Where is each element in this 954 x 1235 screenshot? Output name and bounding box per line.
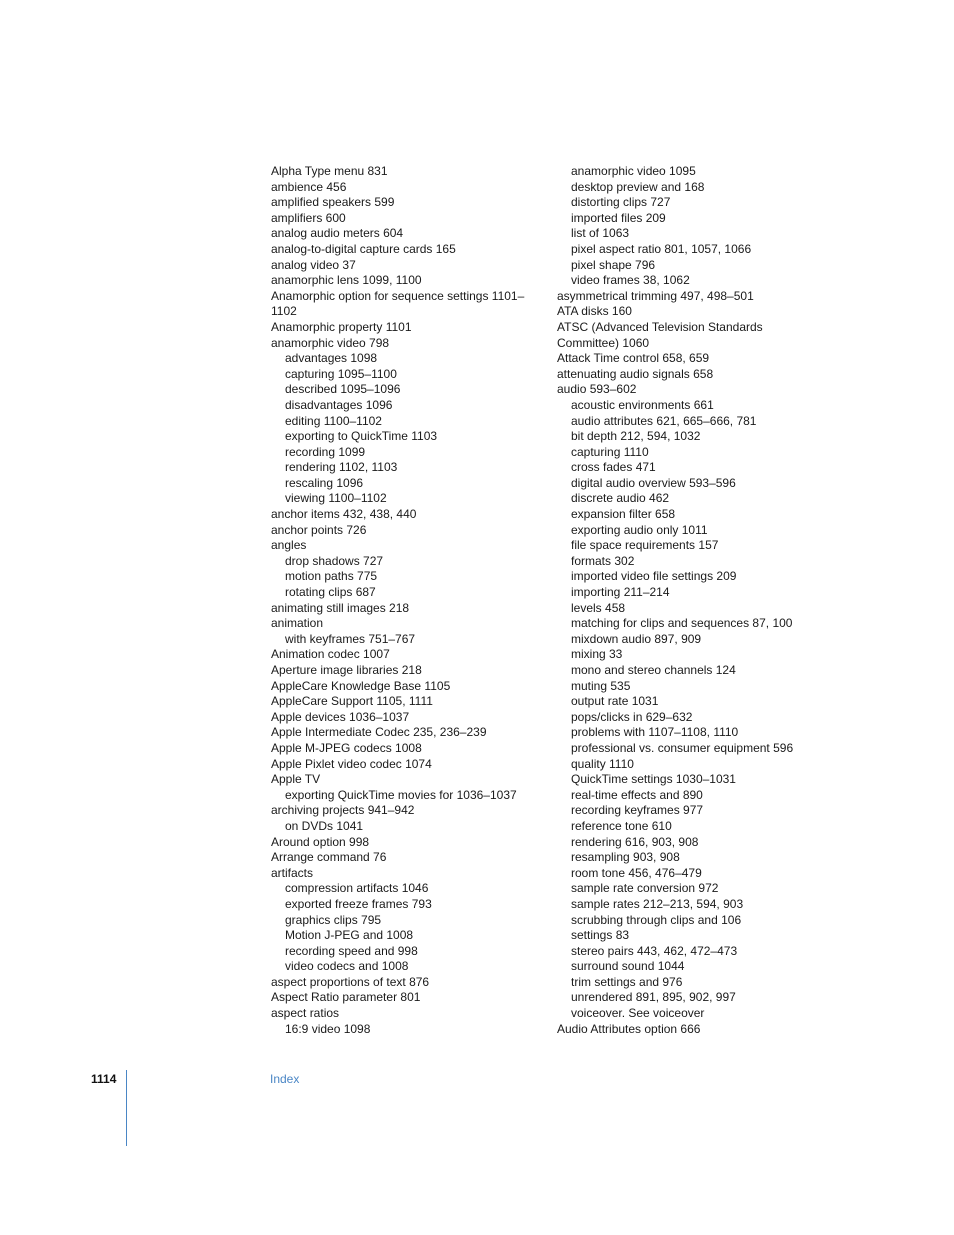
index-entry: Attack Time control 658, 659	[557, 351, 710, 366]
index-subentry: pixel aspect ratio 801, 1057, 1066	[571, 241, 752, 256]
index-subentry: capturing 1095–1100	[285, 366, 397, 381]
index-entry: Anamorphic property 1101	[271, 319, 412, 334]
index-subentry: described 1095–1096	[285, 382, 401, 397]
index-entry: Apple TV	[271, 772, 321, 787]
index-subentry: real-time effects and 890	[571, 787, 703, 802]
index-entry: anchor items 432, 438, 440	[271, 507, 417, 522]
index-subentry: matching for clips and sequences 87, 100	[571, 616, 793, 631]
index-subentry: cross fades 471	[571, 460, 656, 475]
footer-divider	[126, 1070, 127, 1146]
index-entry: Apple Pixlet video codec 1074	[271, 756, 432, 771]
index-subentry: rendering 1102, 1103	[285, 460, 398, 475]
index-entry: ATSC (Advanced Television Standards Committee) 1060	[557, 319, 763, 350]
index-subentry: list of 1063	[571, 226, 630, 241]
index-entry: ambience 456	[271, 179, 347, 194]
index-subentry: sample rates 212–213, 594, 903	[571, 896, 744, 911]
index-subentry: quality 1110	[571, 756, 634, 771]
index-subentry: with keyframes 751–767	[285, 631, 416, 646]
index-subentry: 16:9 video 1098	[285, 1021, 371, 1036]
index-subentry: rendering 616, 903, 908	[571, 834, 699, 849]
index-entry: analog video 37	[271, 257, 356, 272]
index-entry: attenuating audio signals 658	[557, 366, 714, 381]
index-subentry: editing 1100–1102	[285, 413, 382, 428]
index-entry: AppleCare Support 1105, 1111	[271, 694, 433, 709]
index-subentry: video codecs and 1008	[285, 959, 409, 974]
index-subentry: mixing 33	[571, 647, 623, 662]
index-subentry: imported video file settings 209	[571, 569, 737, 584]
index-subentry: discrete audio 462	[571, 491, 670, 506]
index-subentry: file space requirements 157	[571, 538, 719, 553]
index-entry: Alpha Type menu 831	[271, 164, 388, 178]
index-subentry: digital audio overview 593–596	[571, 475, 736, 490]
index-entry: Around option 998	[271, 834, 370, 849]
index-subentry: motion paths 775	[285, 569, 378, 584]
index-subentry: rescaling 1096	[285, 475, 364, 490]
index-subentry: settings 83	[571, 928, 630, 943]
index-subentry: exported freeze frames 793	[285, 896, 432, 911]
index-subentry: expansion filter 658	[571, 507, 676, 522]
index-entry: animation	[271, 616, 324, 631]
index-entry: analog audio meters 604	[271, 226, 404, 241]
index-column-left	[271, 164, 536, 1037]
index-subentry: professional vs. consumer equipment 596	[571, 740, 794, 755]
index-subentry: recording 1099	[285, 444, 366, 459]
index-entry: Apple M-JPEG codecs 1008	[271, 740, 422, 755]
index-entry: anamorphic video 798	[271, 335, 390, 350]
index-subentry: desktop preview and 168	[571, 179, 705, 194]
index-subentry: resampling 903, 908	[571, 850, 680, 865]
index-entry: angles	[271, 538, 307, 553]
index-subentry: problems with 1107–1108, 1110	[571, 725, 739, 740]
index-subentry: recording speed and 998	[285, 943, 418, 958]
index-entry: aspect proportions of text 876	[271, 974, 430, 989]
index-subentry: scrubbing through clips and 106	[571, 912, 742, 927]
index-entry: animating still images 218	[271, 600, 410, 615]
index-subentry: formats 302	[571, 553, 635, 568]
index-subentry: output rate 1031	[571, 694, 659, 709]
index-subentry: exporting to QuickTime 1103	[285, 429, 438, 444]
index-entry: AppleCare Knowledge Base 1105	[271, 678, 451, 693]
index-subentry: stereo pairs 443, 462, 472–473	[571, 943, 738, 958]
section-title: Index	[270, 1072, 300, 1086]
index-subentry: exporting audio only 1011	[571, 522, 708, 537]
index-subentry: rotating clips 687	[285, 585, 376, 600]
index-subentry: unrendered 891, 895, 902, 997	[571, 990, 736, 1005]
index-entry: asymmetrical trimming 497, 498–501	[557, 288, 754, 303]
index-entry: Apple devices 1036–1037	[271, 709, 410, 724]
index-subentry: pops/clicks in 629–632	[571, 709, 693, 724]
index-subentry: mono and stereo channels 124	[571, 663, 736, 677]
index-entry: amplified speakers 599	[271, 195, 395, 210]
index-subentry: viewing 1100–1102	[285, 491, 387, 506]
index-subentry: voiceover. See voiceover	[571, 1006, 705, 1021]
index-entry: Animation codec 1007	[271, 647, 390, 662]
index-subentry: graphics clips 795	[285, 912, 382, 927]
index-subentry: reference tone 610	[571, 818, 672, 833]
index-entry: analog-to-digital capture cards 165	[271, 241, 456, 256]
index-subentry: audio attributes 621, 665–666, 781	[571, 413, 757, 428]
index-entry: anamorphic lens 1099, 1100	[271, 273, 422, 288]
index-subentry: recording keyframes 977	[571, 803, 704, 818]
index-entry: amplifiers 600	[271, 210, 346, 225]
index-subentry: exporting QuickTime movies for 1036–1037	[285, 787, 517, 802]
index-subentry: bit depth 212, 594, 1032	[571, 429, 701, 444]
index-entry: Arrange command 76	[271, 850, 387, 865]
index-entry: archiving projects 941–942	[271, 803, 415, 818]
index-subentry: distorting clips 727	[571, 195, 671, 210]
index-subentry: QuickTime settings 1030–1031	[571, 772, 736, 787]
index-subentry: compression artifacts 1046	[285, 881, 429, 896]
index-subentry: capturing 1110	[571, 444, 649, 459]
index-entry: Anamorphic option for sequence settings 1101–1102	[271, 288, 525, 319]
index-subentry: anamorphic video 1095	[571, 164, 696, 178]
index-entry: ATA disks 160	[557, 304, 632, 319]
index-entry: audio 593–602	[557, 382, 637, 397]
index-entry: Aperture image libraries 218	[271, 663, 422, 677]
index-subentry: mixdown audio 897, 909	[571, 631, 702, 646]
index-subentry: surround sound 1044	[571, 959, 685, 974]
index-subentry: acoustic environments 661	[571, 397, 714, 412]
index-subentry: imported files 209	[571, 210, 666, 225]
page-number: 1114	[91, 1072, 117, 1086]
index-subentry: trim settings and 976	[571, 974, 683, 989]
index-subentry: disadvantages 1096	[285, 397, 393, 412]
index-entry: anchor points 726	[271, 522, 367, 537]
index-subentry: pixel shape 796	[571, 257, 656, 272]
index-entry: Apple Intermediate Codec 235, 236–239	[271, 725, 487, 740]
index-entry: Aspect Ratio parameter 801	[271, 990, 421, 1005]
index-subentry: sample rate conversion 972	[571, 881, 719, 896]
index-subentry: video frames 38, 1062	[571, 273, 690, 288]
index-entry: artifacts	[271, 865, 314, 880]
index-subentry: advantages 1098	[285, 351, 378, 366]
index-subentry: on DVDs 1041	[285, 818, 364, 833]
index-entry: Audio Attributes option 666	[557, 1021, 701, 1036]
index-subentry: drop shadows 727	[285, 553, 384, 568]
index-subentry: muting 535	[571, 678, 631, 693]
index-entry: aspect ratios	[271, 1006, 340, 1021]
index-subentry: importing 211–214	[571, 585, 670, 600]
index-column-right	[557, 164, 807, 1037]
index-subentry: room tone 456, 476–479	[571, 865, 702, 880]
index-subentry: Motion J-PEG and 1008	[285, 928, 414, 943]
index-subentry: levels 458	[571, 600, 626, 615]
